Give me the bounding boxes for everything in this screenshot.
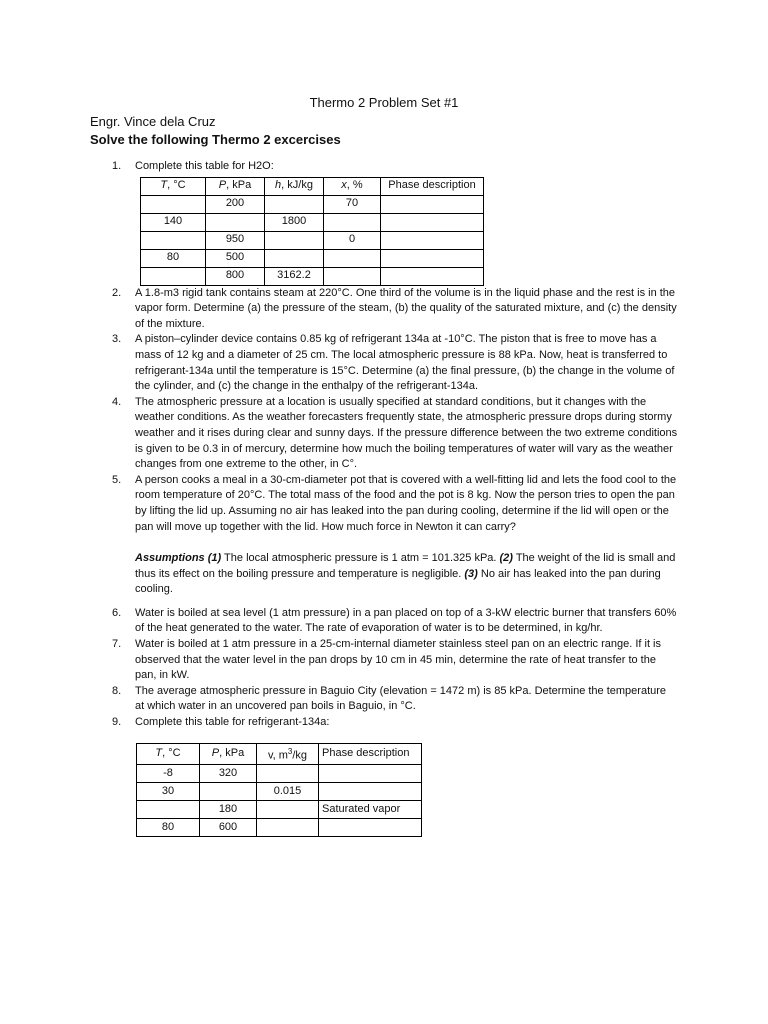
table-row (141, 213, 484, 231)
table-cell (324, 267, 381, 285)
table-cell (265, 195, 324, 213)
table-cell (200, 782, 257, 800)
author-name: Engr. Vince dela Cruz (90, 114, 216, 129)
problem-text: A piston–cylinder device contains 0.85 kg of refrigerant 134a at -10°C. The piston that is free to move has a mass of 12 kg and a diameter of 25 cm. The local atmospheric pressure is 88 kPa. Now, heat is transferred to refrigerant-134a until the temperature is 15°C. Determine (a) the final pressure, (b) the change in the volume of the cylinder, and (c) the change in the enthalpy of the refrigerant-134a. (135, 333, 675, 393)
table-cell: 0 (324, 231, 381, 249)
problem-number: 3. (112, 333, 122, 346)
table-cell (324, 213, 381, 231)
table-cell: 950 (206, 231, 265, 249)
problem-text: The average atmospheric pressure in Baguio City (elevation = 1472 m) is 85 kPa. Determine the temperature at which water in an uncovered pan boils in Baguio, in °C. (135, 684, 667, 713)
table-cell: 30 (137, 782, 200, 800)
column-header-pressure: P, kPa (200, 743, 257, 764)
problem-number: 6. (112, 606, 122, 619)
table-row (141, 249, 484, 267)
problem-text: Complete this table for H2O: (135, 160, 274, 172)
table-cell (206, 213, 265, 231)
table-cell: -8 (137, 764, 200, 782)
table-cell (141, 231, 206, 249)
column-header-temperature: T, °C (137, 743, 200, 764)
table-cell (141, 267, 206, 285)
table-cell (381, 231, 484, 249)
table-cell (319, 818, 422, 836)
table-row (137, 782, 422, 800)
problem-number: 7. (112, 638, 122, 651)
problem-number: 2. (112, 286, 122, 299)
table-cell (381, 267, 484, 285)
refrigerant-table (136, 743, 422, 837)
table-cell (381, 213, 484, 231)
table-row (137, 800, 422, 818)
table-header-row (137, 743, 422, 764)
problem-text: Complete this table for refrigerant-134a: (135, 716, 330, 729)
problem-number: 9. (112, 716, 122, 729)
problem-number: 5. (112, 473, 122, 486)
table-cell (257, 764, 319, 782)
problem-text: The atmospheric pressure at a location is usually specified at standard conditions, but it changes with the weather conditions. As the weather forecasters frequently state, the atmospheric pressure drops during stormy weather and it rises during clear and sunny days. If the pressure difference between the two extreme conditions is given to be 0.3 in of mercury, determine how much the boiling temperatures of water will vary as the weather changes from one extreme to the other, in C°. (135, 395, 678, 471)
table-cell (257, 818, 319, 836)
table-cell: 200 (206, 195, 265, 213)
table-row (141, 195, 484, 213)
table-cell: 0.015 (257, 782, 319, 800)
table-cell: 70 (324, 195, 381, 213)
table-cell (319, 764, 422, 782)
table-cell: 180 (200, 800, 257, 818)
table-cell (265, 231, 324, 249)
table-cell (265, 249, 324, 267)
column-header-specific-volume: v, $m^3/kg$ (257, 743, 319, 764)
table-cell: 80 (141, 249, 206, 267)
problem-number: 1. (112, 160, 122, 172)
assumptions-label: Assumptions (135, 552, 205, 565)
table-cell: Saturated vapor (319, 800, 422, 818)
table-row (137, 818, 422, 836)
problem-9 (0, 715, 768, 837)
table-cell: 800 (206, 267, 265, 285)
instructions-heading: Solve the following Thermo 2 excercises (90, 132, 341, 147)
problem-5 (0, 473, 768, 598)
problem-2 (0, 286, 768, 333)
table-cell: 80 (137, 818, 200, 836)
table-cell: 320 (200, 764, 257, 782)
table-cell (137, 800, 200, 818)
table-row (141, 231, 484, 249)
problem-4 (0, 395, 768, 473)
table-cell: 600 (200, 818, 257, 836)
problem-list (0, 159, 768, 837)
column-header-quality: x, % (324, 177, 381, 195)
table-cell (381, 249, 484, 267)
problem-text: Water is boiled at 1 atm pressure in a 25-cm-internal diameter stainless steel pan on an electric range. If it is observed that the water level in the pan drops by 10 cm in 45 min, determine the rate of heat transfer to the pan, in kW. (135, 638, 662, 682)
problem-number: 8. (112, 684, 122, 697)
h2o-table (140, 177, 484, 286)
table-cell: 1800 (265, 213, 324, 231)
problem-3 (0, 332, 768, 394)
problem-1 (0, 159, 768, 286)
column-header-temperature: T, °C (141, 177, 206, 195)
table-cell: 140 (141, 213, 206, 231)
table-cell (257, 800, 319, 818)
problem-7 (0, 637, 768, 684)
problem-6 (0, 606, 768, 637)
problem-number: 4. (112, 395, 122, 408)
column-header-pressure: P, kPa (206, 177, 265, 195)
table-cell: 500 (206, 249, 265, 267)
table-cell: 3162.2 (265, 267, 324, 285)
assumptions-paragraph: Assumptions (1) The local atmospheric pressure is 1 atm = 101.325 kPa. (2) The weight of the lid is small and thus its effect on the boiling pressure and temperature is negligible. (3) No air has leaked into the pan during cooling. (135, 552, 676, 596)
column-header-phase: Phase description (381, 177, 484, 195)
problem-text: Water is boiled at sea level (1 atm pressure) in a pan placed on top of a 3-kW electric burner that transfers 60% of the heat generated to the water. The rate of evaporation of water is to be determined, in kg/hr. (135, 606, 677, 635)
problem-text: A 1.8-m3 rigid tank contains steam at 220°C. One third of the volume is in the liquid phase and the rest is in the vapor form. Determine (a) the pressure of the steam, (b) the quality of the saturated mixture, and (c) the density of the mixture. (135, 286, 677, 330)
table-header-row (141, 177, 484, 195)
table-cell (324, 249, 381, 267)
table-cell (381, 195, 484, 213)
problem-8 (0, 684, 768, 715)
table-cell (141, 195, 206, 213)
document-title: Thermo 2 Problem Set #1 (309, 95, 459, 110)
problem-text: A person cooks a meal in a 30-cm-diameter pot that is covered with a well-fitting lid and lets the food cool to the room temperature of 20°C. The total mass of the food and the pot is 8 kg. Now the person tries to open the pan by lifting the lid up. Assuming no air has leaked into the pan during cooling, determine if the lid will open or the pan will move up together with the lid. How much force in Newton it can carry? (135, 473, 677, 533)
column-header-phase: Phase description (319, 743, 422, 764)
table-cell (319, 782, 422, 800)
table-row (137, 764, 422, 782)
table-row (141, 267, 484, 285)
column-header-enthalpy: h, kJ/kg (265, 177, 324, 195)
